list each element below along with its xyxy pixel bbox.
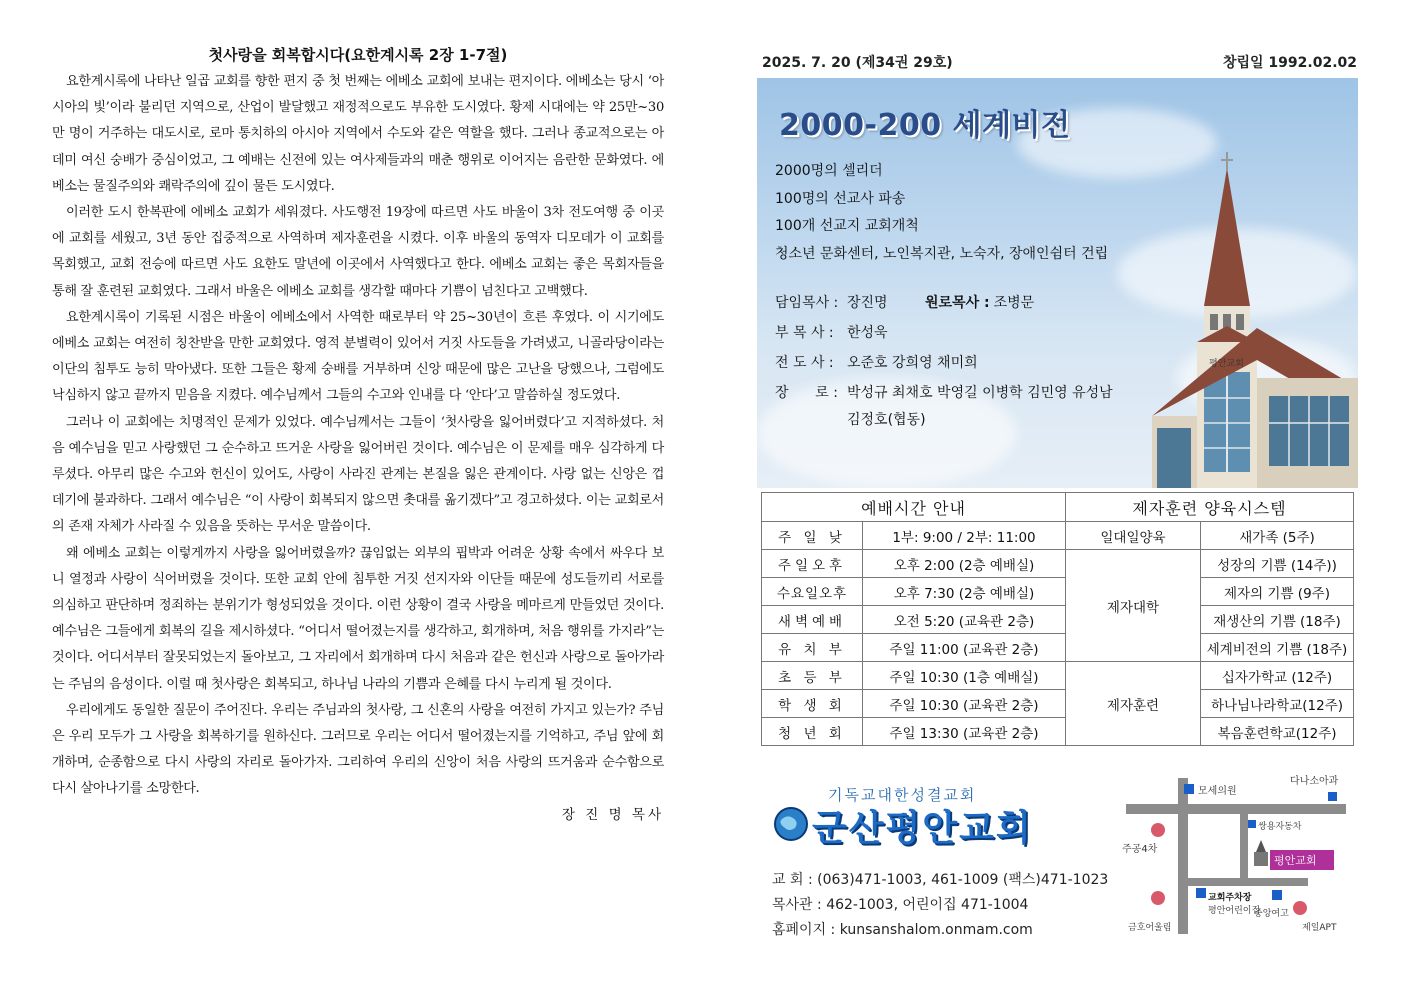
table-row	[762, 718, 1354, 746]
service-time: 주일 11:00 (교육관 2층)	[863, 634, 1066, 662]
staff-row	[775, 318, 1113, 348]
map-label: 주공4차	[1122, 844, 1158, 855]
staff-list	[775, 288, 1113, 432]
map-label: 제일APT	[1302, 923, 1337, 933]
map-marker	[1196, 888, 1206, 898]
staff-label: 부 목 사 :	[775, 325, 834, 341]
table-row	[762, 606, 1354, 634]
staff-value: 조병문	[993, 295, 1035, 311]
article-paragraph: 요한계시록에 나타난 일곱 교회를 향한 편지 중 첫 번째는 에베소 교회에 보내는 편지이다. 에베소는 당시 ‘아시아의 빛’이라 불리던 지역으로, 산업이 발달했고 재정적으로도 부유한 도시였다. 황제 시대에는 약 25만~30만 명이 거주하는 대도시로, 로마 통치하의 아시아 지역에서 수도와 같은 역할을 했다. 그러나 종교적으로는 아데미 여신 숭배가 중심이었고, 그 예배는 신전에 있는 여사제들과의 매춘 행위로 이어지는 음란한 문화였다. 에베소는 물질주의와 쾌락주의에 깊이 물든 도시였다.	[52, 74, 664, 194]
service-day: 주일오후	[762, 550, 863, 578]
worship-times-header: 예배시간 안내	[762, 493, 1066, 522]
training-course: 새가족 (5주)	[1201, 522, 1354, 550]
map-marker	[1248, 820, 1256, 828]
church-sign: 평안교회	[1209, 359, 1244, 369]
service-day: 학 생 회	[762, 690, 863, 718]
article-paragraph: 왜 에베소 교회는 이렇게까지 사랑을 잃어버렸을까? 끊임없는 외부의 핍박과 어려운 상황 속에서 싸우다 보니 열정과 사랑이 식어버렸을 것이다. 또한 교회 안에 침투한 거짓 선지자와 이단들 때문에 성도들끼리 서로를 의심하고 판단하며 정죄하는 분위기가 형성되었을 것이다. 이런 상황이 결국 사랑을 메마르게 만들었던 것이다. 예수님은 그들에게 회복의 길을 제시하셨다. “어디서 떨어졌는지를 생각하고, 회개하며, 처음 행위를 가지라”는 것이다. 어디서부터 잘못되었는지 돌아보고, 그 자리에서 회개하며 다시 처음과 같은 헌신과 사랑으로 돌아가라는 주님의 음성이다. 이럴 때 첫사랑은 회복되고, 하나님 나라의 기쁨과 은혜를 다시 누리게 될 것이다.	[52, 545, 664, 692]
article-author: 장 진 명 목사	[561, 806, 664, 823]
training-course: 하나님나라학교(12주)	[1201, 690, 1354, 718]
contact-info	[772, 868, 1108, 943]
training-course: 십자가학교 (12주)	[1201, 662, 1354, 690]
map-marker	[1151, 891, 1165, 905]
staff-value: 김정호(협동)	[847, 412, 926, 428]
denomination-name: 기독교대한성결교회	[828, 786, 977, 804]
map-marker	[1328, 792, 1337, 801]
article-title: 첫사랑을 회복합시다(요한계시록 2장 1-7절)	[208, 46, 508, 64]
training-course: 재생산의 기쁨 (18주)	[1201, 606, 1354, 634]
staff-row	[775, 408, 1113, 432]
staff-label: 장 로 :	[775, 385, 838, 401]
homepage-link[interactable]: 홈페이지 : kunsanshalom.onmam.com	[772, 922, 1033, 938]
staff-row	[775, 348, 1113, 378]
service-day: 주 일 낮	[762, 522, 863, 550]
staff-label	[775, 408, 847, 432]
table-row	[762, 578, 1354, 606]
globe-logo-icon	[773, 806, 809, 842]
vision-item: 2000명의 셀리더	[775, 163, 883, 179]
map-label: 모세의원	[1198, 786, 1237, 797]
map-marker	[1184, 784, 1194, 794]
article-paragraph: 요한계시록이 기록된 시점은 바울이 에베소에서 사역한 때로부터 약 25~30년이 흐른 후였다. 이 시기에도 에베소 교회는 여전히 칭찬받을 만한 교회였다. 영적 분별력이 있어서 거짓 사도들을 가려냈고, 니골라당이라는 이단의 침투도 능히 막아냈다. 또한 그들은 황제 숭배를 거부하며 신앙 때문에 많은 고난을 당했으나, 그럼에도 낙심하지 않고 끝까지 믿음을 지켰다. 예수님께서 그들의 수고와 인내를 다 ‘안다’고 말씀하실 정도였다.	[52, 309, 664, 404]
service-time: 오전 5:20 (교육관 2층)	[863, 606, 1066, 634]
map-label: 평안교회	[1274, 854, 1317, 867]
banner-title: 2000-200 세계비전	[779, 108, 1071, 143]
service-time: 주일 13:30 (교육관 2층)	[863, 718, 1066, 746]
staff-label: 담임목사 :	[775, 295, 839, 311]
vision-banner	[757, 78, 1358, 488]
training-course: 복음훈련학교(12주)	[1201, 718, 1354, 746]
staff-value: 오준호 강희영 채미희	[847, 355, 978, 371]
service-day: 청 년 회	[762, 718, 863, 746]
service-time: 오후 7:30 (2층 예배실)	[863, 578, 1066, 606]
issue-date: 2025. 7. 20 (제34권 29호)	[762, 55, 953, 71]
map-marker	[1151, 823, 1165, 837]
table-row	[762, 522, 1354, 550]
training-course: 세계비전의 기쁨 (18주)	[1201, 634, 1354, 662]
service-day: 수요일오후	[762, 578, 863, 606]
map-marker	[1293, 901, 1307, 915]
map-marker	[1272, 890, 1282, 900]
table-row	[762, 634, 1354, 662]
map-label: 다나소아과	[1290, 776, 1339, 787]
staff-label: 원로목사 :	[925, 295, 990, 311]
church-name: 군산평안교회	[812, 808, 1033, 849]
vision-item: 100개 선교지 교회개척	[775, 218, 919, 234]
map-label: 중앙여고	[1254, 909, 1289, 919]
article-paragraph: 우리에게도 동일한 질문이 주어진다. 우리는 주님과의 첫사랑, 그 신혼의 사랑을 여전히 가지고 있는가? 주님은 우리 모두가 그 사랑을 회복하기를 원하신다. 그러므로 우리는 어디서 떨어졌는지를 기억하고, 주님 앞에 회개하며, 순종함으로 다시 사랑의 자리로 돌아가자. 그리하여 우리의 신앙이 처음 사랑의 뜨거움과 순수함으로 다시 살아나기를 소망한다.	[52, 702, 664, 797]
vision-item: 청소년 문화센터, 노인복지관, 노숙자, 장애인쉼터 건립	[775, 245, 1109, 262]
vision-list	[775, 158, 1108, 268]
sermon-article	[52, 44, 664, 823]
staff-value: 한성욱	[847, 325, 888, 341]
discipleship-header: 제자훈련 양육시스템	[1066, 493, 1354, 522]
article-paragraph: 이러한 도시 한복판에 에베소 교회가 세워졌다. 사도행전 19장에 따르면 사도 바울이 3차 전도여행 중 이곳에 교회를 세웠고, 3년 동안 집중적으로 사역하며 제자훈련을 시켰다. 이후 바울의 동역자 디모데가 이 교회를 목회했고, 교회 전승에 따르면 사도 요한도 말년에 이곳에서 사역했다고 한다. 에베소 교회는 좋은 목회자들을 통해 잘 훈련된 교회였다. 그래서 바울은 에베소 교회를 생각할 때마다 기쁨이 넘친다고 고백했다.	[52, 205, 664, 299]
map-label: 평안어린이집	[1208, 906, 1261, 916]
training-course: 제자의 기쁨 (9주)	[1201, 578, 1354, 606]
service-time: 1부: 9:00 / 2부: 11:00	[863, 522, 1066, 550]
article-paragraph: 그러나 이 교회에는 치명적인 문제가 있었다. 예수님께서는 그들이 ‘첫사랑을 잃어버렸다’고 지적하셨다. 처음 예수님을 믿고 사랑했던 그 순수하고 뜨거운 사랑을 잃어버린 것이다. 예수님은 이 문제를 매우 심각하게 다루셨다. 아무리 많은 수고와 헌신이 있어도, 사랑이 사라진 관계는 본질을 잃은 관계이다. 사랑 없는 신앙은 껍데기에 불과하다. 그래서 예수님은 “이 사랑이 회복되지 않으면 촛대를 옮기겠다”고 경고하셨다. 이는 교회로서의 존재 자체가 사라질 수 있음을 뜻하는 무서운 말씀이다.	[52, 414, 664, 535]
map-label: 교회주차장	[1208, 893, 1252, 903]
manse-phone: 목사관 : 462-1003, 어린이집 471-1004	[772, 897, 1029, 913]
church-map-icon	[1254, 852, 1268, 866]
staff-label: 전 도 사 :	[775, 355, 834, 371]
training-category: 일대일양육	[1066, 522, 1201, 550]
location-map	[1120, 770, 1355, 940]
staff-row	[775, 288, 1113, 318]
church-phone: 교 회 : (063)471-1003, 461-1009 (팩스)471-1023	[772, 872, 1109, 888]
service-time: 오후 2:00 (2층 예배실)	[863, 550, 1066, 578]
training-category: 제자훈련	[1066, 662, 1201, 746]
training-category: 제자대학	[1066, 550, 1201, 662]
map-label: 금호어울림	[1128, 923, 1172, 933]
service-day: 유 치 부	[762, 634, 863, 662]
service-day: 초 등 부	[762, 662, 863, 690]
service-time: 주일 10:30 (교육관 2층)	[863, 690, 1066, 718]
service-time: 주일 10:30 (1층 예배실)	[863, 662, 1066, 690]
staff-value: 박성규 최채호 박영길 이병학 김민영 유성남	[847, 385, 1113, 401]
founding-date: 창립일 1992.02.02	[1222, 55, 1357, 71]
table-row	[762, 690, 1354, 718]
map-label: 쌍용자동차	[1258, 822, 1302, 832]
table-row	[762, 662, 1354, 690]
schedule-table	[761, 492, 1354, 746]
service-day: 새벽예배	[762, 606, 863, 634]
table-row	[762, 550, 1354, 578]
staff-row	[775, 378, 1113, 408]
vision-item: 100명의 선교사 파송	[775, 190, 906, 207]
staff-value: 장진명	[847, 295, 888, 311]
training-course: 성장의 기쁨 (14주))	[1201, 550, 1354, 578]
